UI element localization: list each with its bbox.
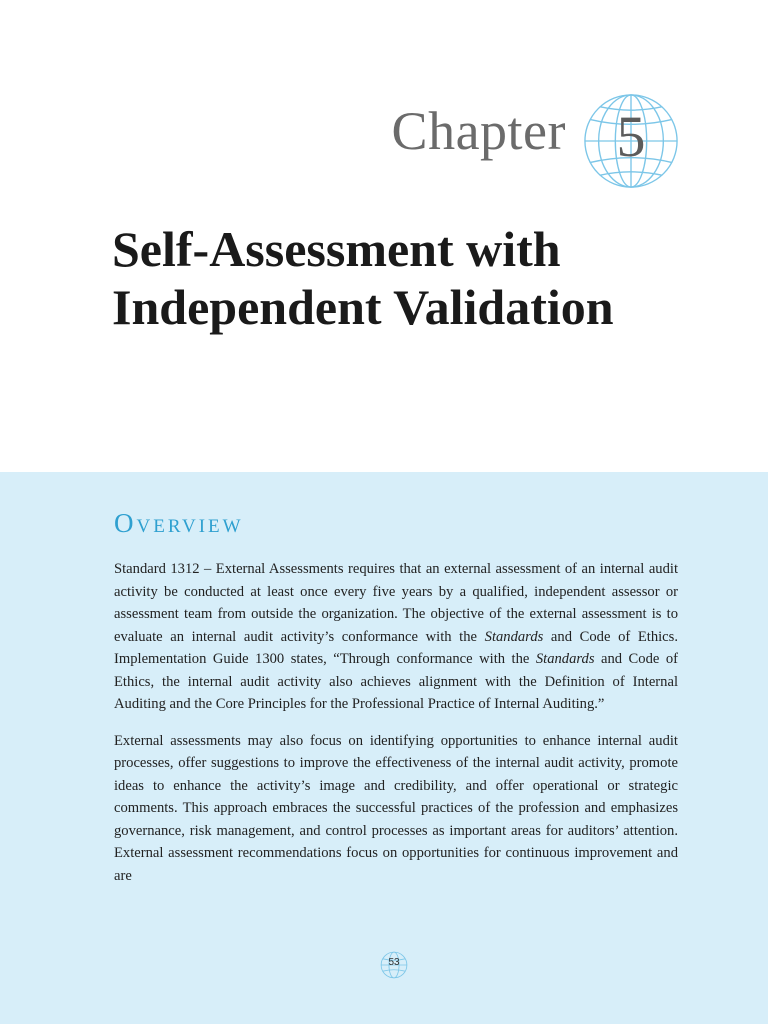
chapter-label: Chapter — [391, 101, 566, 161]
paragraph-1-part-a: Standard 1312 – External Assessments requires that an external assessment of an internal audit activity be conducted at least once every five years by a qualified, independent assessor or assessment team from outside the organization. The objective of the external assessment is to evaluate an internal audit activity’s conformance with the — [114, 561, 678, 645]
paragraph-2: External assessments may also focus on identifying opportunities to enhance internal audit processes, offer suggestions to improve the effectiveness of the internal audit activity, promote ideas to enhance the activity’s image and credibility, and offer operational or strategic comments. This approach embraces the successful practices of the profession and emphasizes governance, risk management, and control processes as important areas for auditors’ attention. External assessment recommendations focus on opportunities for continuous improvement and are — [114, 732, 678, 884]
chapter-title-line-1: Self-Assessment with — [112, 221, 561, 277]
paragraph-1-part-c: and Code of Ethics. Implementation Guide 1300 states, “Through conformance with the — [114, 628, 678, 667]
paragraph-1-italic-standards: Standards — [484, 628, 544, 645]
section-heading: Overview — [114, 508, 244, 538]
chapter-number: 5 — [616, 104, 646, 169]
paragraph-1 — [114, 558, 678, 716]
body-text — [114, 558, 678, 901]
chapter-title-line-2: Independent Validation — [112, 279, 614, 335]
page-number: 53 — [388, 957, 400, 968]
page-number-badge — [380, 951, 408, 979]
paragraph-1-italic-standards-2: Standards — [535, 651, 595, 667]
paragraph-1-part-e: and Code of Ethics, the internal audit activity also achieves alignment with the Definition of Internal Auditing and the Core Principles for the Professional Practice of Internal Auditing.” — [114, 651, 678, 712]
chapter-header-area — [0, 0, 768, 472]
chapter-title — [112, 220, 732, 336]
